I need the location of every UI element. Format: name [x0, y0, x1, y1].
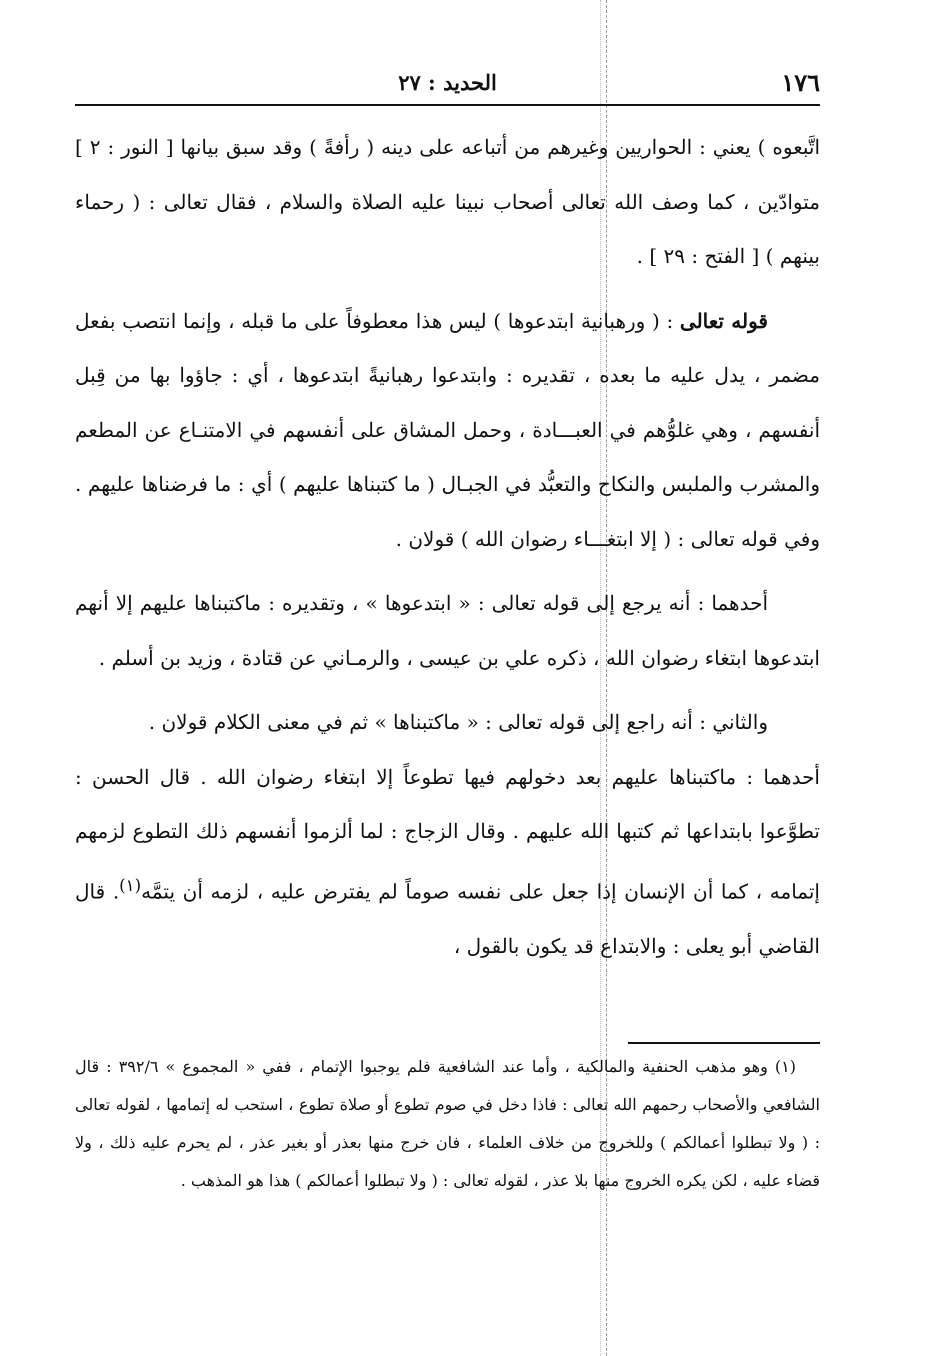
- main-text: [75, 120, 820, 973]
- footnote-divider: [628, 1042, 820, 1044]
- paragraph-4: والثاني : أنه راجع إلى قوله تعالى : « ماكتبناها » ثم في معنى الكلام قولان .: [148, 710, 768, 734]
- paragraph-5-end: . قال القاضي أبو يعلى : والابتداع قد يكون بالقول ،: [75, 879, 820, 958]
- paragraph-3: أحدهما : أنه يرجع إلى قوله تعالى : « ابتدعوها » ، وتقديره : ماكتبناها عليهم إلا أنهم ابتدعوها ابتغاء رضوان الله ، ذكره علي بن عيسى ، والرمـاني عن قتادة ، وزيد بن أسلم .: [75, 591, 820, 670]
- paragraph-5: [75, 750, 820, 974]
- paragraph-5-text: أحدهما : ماكتبناها عليهم بعد دخولهم فيها تطوعاً إلا ابتغاء رضوان الله . قال الحسن : تطوَّعوا بابتداعها ثم كتبها الله عليهم . وقال الزجاج : لما ألزموا أنفسهم ذلك التطوع لزمهم إتمامه ، كما أن الإنسان إذا جعل على نفسه صوماً لم يفترض عليه ، لزمه أن يتمَّه: [75, 764, 820, 904]
- paragraph-1: اتَّبعوه ) يعني : الحواريين وغيرهم من أتباعه على دينه ( رأفةً ) وقد سبق بيانها [ النور : ٢ ] متوادّين ، كما وصف الله تعالى أصحاب نبينا عليه الصلاة والسلام ، فقال تعالى : ( رحماء بينهم ) [ الفتح : ٢٩ ] .: [75, 135, 820, 268]
- running-title: الحديد : ٢٧: [398, 70, 497, 95]
- page-number: ١٧٦: [781, 68, 820, 97]
- paragraph-2-text: : ( ورهبانية ابتدعوها ) ليس هذا معطوفاً على ما قبله ، وإنما انتصب بفعل مضمر ، يدل عليه ما بعده ، تقديره : وابتدعوا رهبانيةً ابتدعوها ، أي : جاؤوا بها من قِبل أنفسهم ، وهي غلوُّهم في العبـــادة ، وحمل المشاق على أنفسهم في الامتنـاع عن المطعم والمشرب والملبس والنكاح والتعبُّد في الجبـال ( ما كتبناها عليهم ) أي : ما فرضناها عليهم . وفي قوله تعالى : ( إلا ابتغـــاء رضوان الله ) قولان .: [75, 308, 820, 551]
- footnotes: [75, 1048, 820, 1200]
- footnote-reference: (١): [119, 875, 142, 895]
- paragraph-2-lead: قوله تعالى: [679, 308, 768, 333]
- page-header: [75, 64, 820, 106]
- footnote-1: (١) وهو مذهب الحنفية والمالكية ، وأما عند الشافعية فلم يوجبوا الإتمام ، ففي « المجموع » ٣٩٢/٦ : قال الشافعي والأصحاب رحمهم الله تعالى : فاذا دخل في صوم تطوع أو صلاة تطوع ، استحب له إتمامها ، لقوله تعالى : ( ولا تبطلوا أعمالكم ) وللخروج من خلاف العلماء ، فان خرج منها بعذر أو بغير عذر ، لم يحرم عليه ذلك ، ولا قضاء عليه ، لكن يكره الخروج منها بلا عذر ، لقوله تعالى : ( ولا تبطلوا أعمالكم ) هذا هو المذهب .: [75, 1057, 821, 1190]
- paragraph-2: [75, 294, 820, 567]
